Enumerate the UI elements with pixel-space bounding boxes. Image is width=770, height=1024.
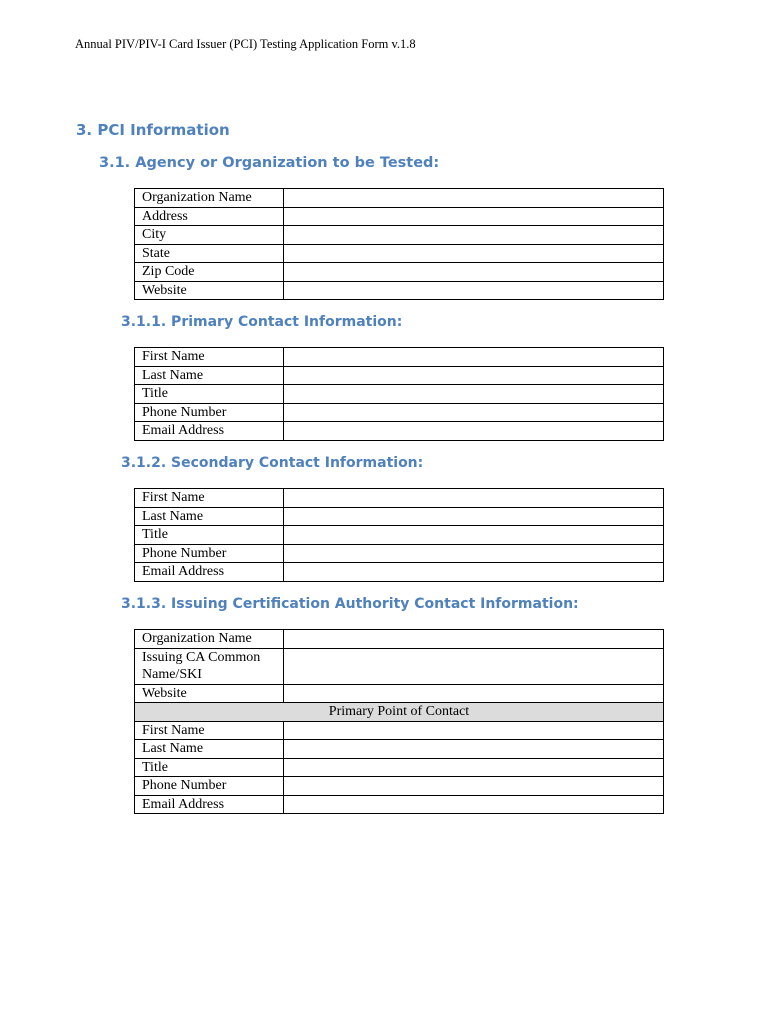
first-name-field[interactable]: [284, 489, 664, 508]
table-row: [135, 703, 664, 722]
table-row: [135, 385, 664, 404]
field-label: Website: [135, 684, 284, 703]
issuing-ca-common-name-field[interactable]: [284, 648, 664, 684]
first-name-field[interactable]: [284, 721, 664, 740]
field-label: Phone Number: [135, 403, 284, 422]
field-label: Organization Name: [135, 630, 284, 649]
field-label: First Name: [135, 348, 284, 367]
address-field[interactable]: [284, 207, 664, 226]
field-label: Phone Number: [135, 544, 284, 563]
table-row: [135, 648, 664, 684]
table-row: [135, 758, 664, 777]
state-field[interactable]: [284, 244, 664, 263]
secondary-contact-title: 3.1.2. Secondary Contact Information:: [121, 455, 424, 471]
field-label: City: [135, 226, 284, 245]
table-row: [135, 403, 664, 422]
field-label: Last Name: [135, 366, 284, 385]
first-name-field[interactable]: [284, 348, 664, 367]
agency-section-title: 3.1. Agency or Organization to be Tested:: [99, 155, 440, 171]
phone-number-field[interactable]: [284, 544, 664, 563]
email-address-field[interactable]: [284, 795, 664, 814]
field-label: Issuing CA Common Name/SKI: [135, 648, 284, 684]
field-label: Email Address: [135, 795, 284, 814]
table-row: [135, 563, 664, 582]
field-label: Email Address: [135, 422, 284, 441]
table-row: [135, 684, 664, 703]
field-label: First Name: [135, 721, 284, 740]
field-label: Title: [135, 758, 284, 777]
primary-point-of-contact-band: Primary Point of Contact: [135, 703, 664, 722]
title-field[interactable]: [284, 758, 664, 777]
table-row: [135, 544, 664, 563]
field-label: Address: [135, 207, 284, 226]
organization-name-field[interactable]: [284, 630, 664, 649]
field-label: Title: [135, 385, 284, 404]
issuing-ca-title: 3.1.3. Issuing Certification Authority Contact Information:: [121, 596, 579, 612]
table-row: [135, 721, 664, 740]
field-label: Phone Number: [135, 777, 284, 796]
field-label: Email Address: [135, 563, 284, 582]
table-row: [135, 348, 664, 367]
email-address-field[interactable]: [284, 422, 664, 441]
table-row: [135, 366, 664, 385]
field-label: Zip Code: [135, 263, 284, 282]
table-row: [135, 507, 664, 526]
last-name-field[interactable]: [284, 740, 664, 759]
zip-code-field[interactable]: [284, 263, 664, 282]
title-field[interactable]: [284, 526, 664, 545]
field-label: First Name: [135, 489, 284, 508]
field-label: Website: [135, 281, 284, 300]
phone-number-field[interactable]: [284, 403, 664, 422]
city-field[interactable]: [284, 226, 664, 245]
table-row: [135, 740, 664, 759]
table-row: [135, 630, 664, 649]
table-row: [135, 207, 664, 226]
issuing-ca-table: [134, 629, 664, 814]
last-name-field[interactable]: [284, 366, 664, 385]
table-row: [135, 244, 664, 263]
table-row: [135, 526, 664, 545]
website-field[interactable]: [284, 281, 664, 300]
field-label: Last Name: [135, 507, 284, 526]
table-row: [135, 777, 664, 796]
table-row: [135, 422, 664, 441]
table-row: [135, 489, 664, 508]
table-row: [135, 189, 664, 208]
section-title: 3. PCI Information: [76, 121, 230, 139]
secondary-contact-table: [134, 488, 664, 582]
table-row: [135, 795, 664, 814]
page-header: Annual PIV/PIV-I Card Issuer (PCI) Testing Application Form v.1.8: [75, 37, 416, 51]
table-row: [135, 281, 664, 300]
field-label: State: [135, 244, 284, 263]
phone-number-field[interactable]: [284, 777, 664, 796]
email-address-field[interactable]: [284, 563, 664, 582]
website-field[interactable]: [284, 684, 664, 703]
table-row: [135, 226, 664, 245]
title-field[interactable]: [284, 385, 664, 404]
field-label: Title: [135, 526, 284, 545]
organization-name-field[interactable]: [284, 189, 664, 208]
field-label: Last Name: [135, 740, 284, 759]
table-row: [135, 263, 664, 282]
field-label: Organization Name: [135, 189, 284, 208]
primary-contact-title: 3.1.1. Primary Contact Information:: [121, 314, 403, 330]
agency-table: [134, 188, 664, 300]
primary-contact-table: [134, 347, 664, 441]
last-name-field[interactable]: [284, 507, 664, 526]
